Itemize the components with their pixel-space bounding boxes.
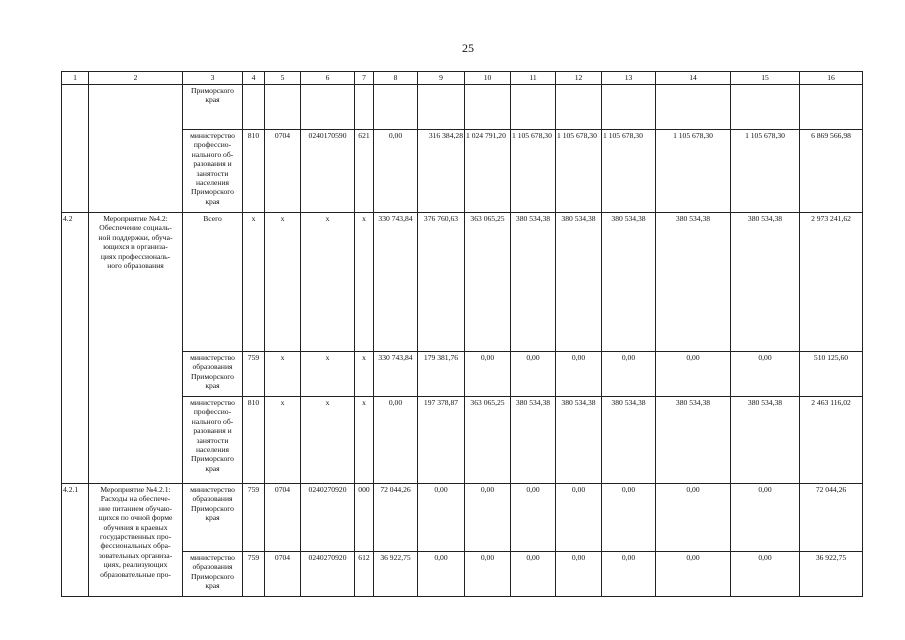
cell-amount: 0,00	[556, 484, 602, 552]
cell-amount: 0,00	[556, 552, 602, 597]
cell-amount: 363 065,25	[465, 397, 511, 484]
cell-amount: 0,00	[511, 484, 556, 552]
cell-amount: 179 381,76	[418, 352, 465, 397]
cell-csr: x	[301, 352, 355, 397]
col-header: 12	[556, 72, 602, 85]
cell-amount: 0,00	[602, 552, 656, 597]
cell-grbs	[243, 85, 265, 130]
cell-vr: x	[355, 352, 374, 397]
cell-executor: министерство образования Приморского края	[183, 552, 243, 597]
cell-amount: 0,00	[656, 552, 731, 597]
col-header: 13	[602, 72, 656, 85]
cell-number: 4.2.1	[62, 484, 89, 597]
cell-amount: 380 534,38	[556, 397, 602, 484]
cell-amount: 0,00	[418, 552, 465, 597]
cell-amount	[602, 85, 656, 130]
cell-amount: 380 534,38	[511, 213, 556, 352]
cell-grbs: x	[243, 213, 265, 352]
cell-amount: 197 378,87	[418, 397, 465, 484]
cell-amount	[465, 85, 511, 130]
cell-amount: 1 105 678,30	[602, 130, 656, 213]
cell-csr: x	[301, 397, 355, 484]
cell-number	[62, 85, 89, 213]
cell-amount	[656, 85, 731, 130]
cell-amount: 0,00	[731, 352, 800, 397]
table-row	[62, 85, 863, 130]
col-header: 5	[265, 72, 301, 85]
cell-amount	[511, 85, 556, 130]
cell-amount: 0,00	[465, 484, 511, 552]
cell-amount: 1 105 678,30	[656, 130, 731, 213]
cell-total: 510 125,60	[800, 352, 863, 397]
col-header: 3	[183, 72, 243, 85]
cell-amount: 380 534,38	[656, 213, 731, 352]
col-header: 2	[89, 72, 183, 85]
col-header: 15	[731, 72, 800, 85]
cell-executor: министерство профессио- нального об- разования и занятости населения Приморского края	[183, 130, 243, 213]
cell-csr: 0240270920	[301, 484, 355, 552]
cell-amount: 0,00	[656, 484, 731, 552]
cell-csr: x	[301, 213, 355, 352]
table-row	[62, 397, 863, 484]
table-row	[62, 552, 863, 597]
col-header: 4	[243, 72, 265, 85]
cell-amount: 330 743,84	[374, 213, 418, 352]
table-row	[62, 352, 863, 397]
cell-amount: 1 105 678,30	[511, 130, 556, 213]
cell-vr: 621	[355, 130, 374, 213]
cell-grbs: 759	[243, 552, 265, 597]
cell-grbs: 759	[243, 484, 265, 552]
cell-executor: министерство образования Приморского края	[183, 352, 243, 397]
col-header: 11	[511, 72, 556, 85]
cell-vr: 000	[355, 484, 374, 552]
table-row	[62, 484, 863, 552]
cell-vr	[355, 85, 374, 130]
cell-amount: 380 534,38	[602, 397, 656, 484]
col-header: 10	[465, 72, 511, 85]
cell-total: 2 463 116,02	[800, 397, 863, 484]
cell-executor: министерство профессио- нального об- разования и занятости населения Приморского края	[183, 397, 243, 484]
cell-total	[800, 85, 863, 130]
cell-total: 2 973 241,62	[800, 213, 863, 352]
cell-amount	[731, 85, 800, 130]
budget-table	[61, 71, 863, 597]
cell-amount: 363 065,25	[465, 213, 511, 352]
cell-amount: 1 024 791,20	[465, 130, 511, 213]
cell-amount: 316 384,28	[418, 130, 465, 213]
cell-csr: 0240270920	[301, 552, 355, 597]
cell-amount: 380 534,38	[731, 213, 800, 352]
cell-amount: 0,00	[418, 484, 465, 552]
cell-rzpr: x	[265, 397, 301, 484]
cell-amount: 0,00	[374, 397, 418, 484]
cell-total: 36 922,75	[800, 552, 863, 597]
col-header: 7	[355, 72, 374, 85]
cell-measure: Мероприятие №4.2: Обеспечение социаль- ной поддержки, обуча- ющихся в организа- циях профессиональ- ного образования	[89, 213, 183, 484]
cell-amount: 36 922,75	[374, 552, 418, 597]
cell-amount: 0,00	[556, 352, 602, 397]
cell-vr: x	[355, 213, 374, 352]
cell-rzpr: 0704	[265, 484, 301, 552]
col-header: 16	[800, 72, 863, 85]
cell-rzpr: x	[265, 213, 301, 352]
table-row	[62, 213, 863, 352]
cell-amount: 0,00	[511, 352, 556, 397]
cell-amount: 0,00	[602, 352, 656, 397]
cell-amount: 0,00	[465, 352, 511, 397]
col-header: 6	[301, 72, 355, 85]
cell-amount: 0,00	[656, 352, 731, 397]
cell-number: 4.2	[62, 213, 89, 484]
cell-grbs: 810	[243, 130, 265, 213]
cell-amount: 380 534,38	[602, 213, 656, 352]
cell-rzpr: x	[265, 352, 301, 397]
cell-csr	[301, 85, 355, 130]
col-header: 14	[656, 72, 731, 85]
cell-amount: 0,00	[602, 484, 656, 552]
cell-amount: 380 534,38	[656, 397, 731, 484]
cell-amount: 0,00	[731, 552, 800, 597]
cell-amount: 1 105 678,30	[556, 130, 602, 213]
cell-amount: 380 534,38	[731, 397, 800, 484]
cell-amount: 380 534,38	[511, 397, 556, 484]
cell-vr: x	[355, 397, 374, 484]
header-row	[62, 72, 863, 85]
cell-amount: 380 534,38	[556, 213, 602, 352]
cell-rzpr: 0704	[265, 130, 301, 213]
cell-amount: 0,00	[374, 130, 418, 213]
cell-total: 72 044,26	[800, 484, 863, 552]
cell-amount	[374, 85, 418, 130]
table-row	[62, 130, 863, 213]
cell-grbs: 810	[243, 397, 265, 484]
col-header: 1	[62, 72, 89, 85]
cell-executor: Всего	[183, 213, 243, 352]
cell-executor: Приморского края	[183, 85, 243, 130]
cell-amount	[418, 85, 465, 130]
cell-vr: 612	[355, 552, 374, 597]
cell-rzpr: 0704	[265, 552, 301, 597]
cell-amount: 0,00	[511, 552, 556, 597]
cell-amount: 0,00	[465, 552, 511, 597]
cell-rzpr	[265, 85, 301, 130]
cell-amount: 72 044,26	[374, 484, 418, 552]
cell-amount	[556, 85, 602, 130]
cell-amount: 330 743,84	[374, 352, 418, 397]
cell-total: 6 869 566,98	[800, 130, 863, 213]
cell-executor: министерство образования Приморского края	[183, 484, 243, 552]
page-number: 25	[462, 41, 474, 55]
cell-amount: 376 760,63	[418, 213, 465, 352]
col-header: 8	[374, 72, 418, 85]
cell-grbs: 759	[243, 352, 265, 397]
cell-amount: 1 105 678,30	[731, 130, 800, 213]
cell-measure: Мероприятие №4.2.1: Расходы на обеспече- ние питанием обучаю- щихся по очной форме обучения в краевых государственных про- фессиональных обра- зовательных организа- циях, реализующих образовательные про-	[89, 484, 183, 597]
cell-measure	[89, 85, 183, 213]
cell-csr: 0240170590	[301, 130, 355, 213]
col-header: 9	[418, 72, 465, 85]
cell-amount: 0,00	[731, 484, 800, 552]
